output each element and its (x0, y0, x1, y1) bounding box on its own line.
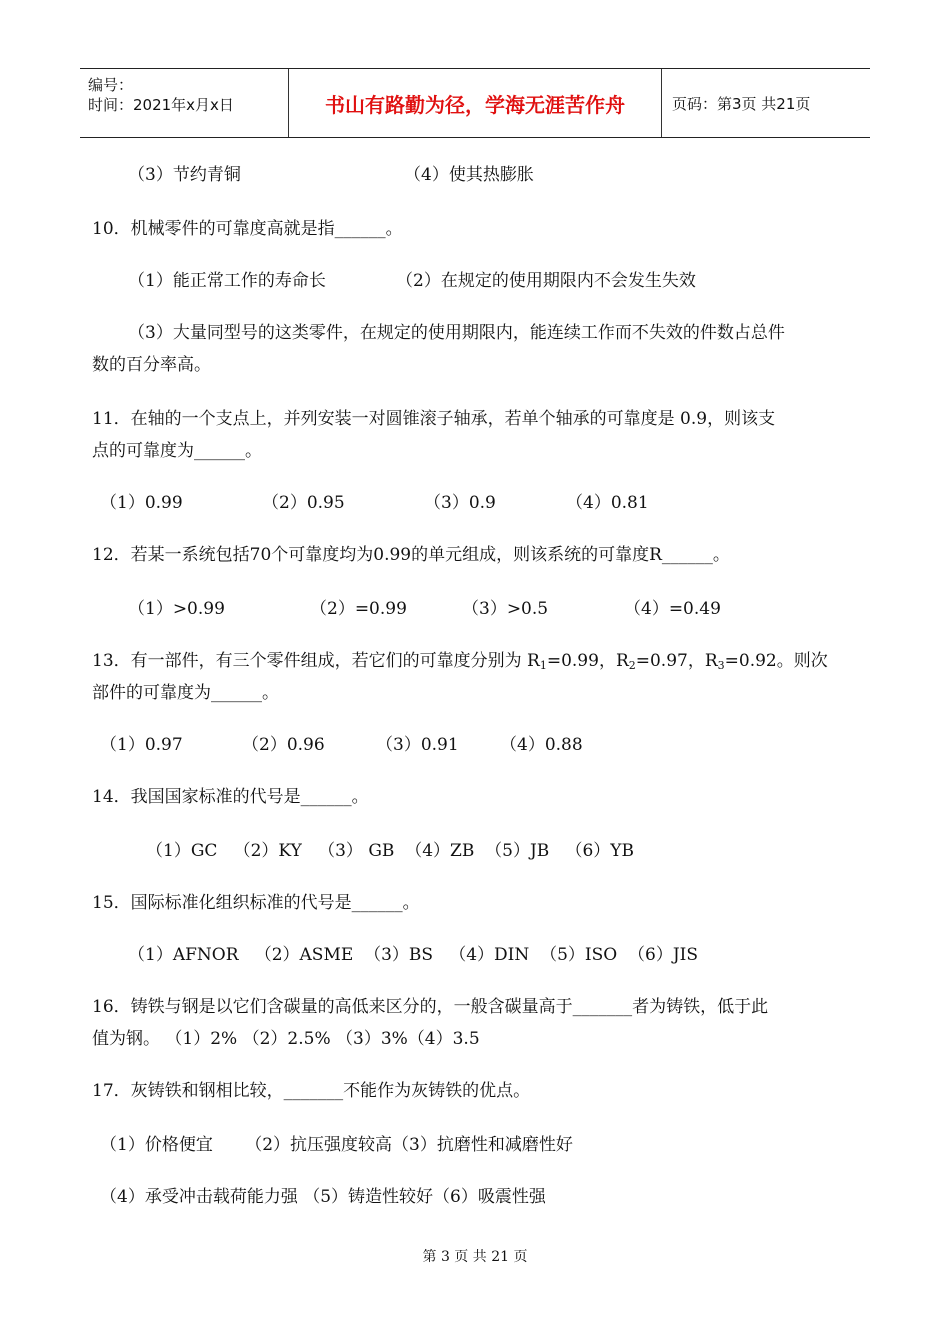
option-line: （3）大量同型号的这类零件，在规定的使用期限内，能连续工作而不失效的件数占总件 (128, 323, 785, 343)
option: （3）0.91 (376, 735, 459, 755)
number-label: 编号： (88, 76, 134, 94)
option: （4）0.81 (566, 493, 649, 513)
option: （4）=0.49 (624, 599, 721, 619)
header-meta (80, 69, 289, 137)
option-line: （4）承受冲击载荷能力强 （5）铸造性较好（6）吸震性强 (100, 1187, 546, 1207)
header-page-number: 页码：第3页 共21页 (672, 94, 811, 113)
option: （2）0.96 (242, 735, 325, 755)
question-15: 15．国际标准化组织标准的代号是______。 (92, 893, 420, 913)
question-13 (92, 646, 828, 672)
question-11-cont: 点的可靠度为______。 (92, 441, 262, 461)
subscript: 3 (717, 659, 725, 672)
page-header (80, 68, 870, 138)
option-line: （1）能正常工作的寿命长 (128, 271, 326, 291)
option: （3）0.9 (424, 493, 496, 513)
option: （2）=0.99 (310, 599, 407, 619)
option: （3）>0.5 (462, 599, 549, 619)
question-12: 12．若某一系统包括70个可靠度均为0.99的单元组成，则该系统的可靠度R______。 (92, 545, 730, 565)
question-17: 17．灰铸铁和钢相比较，_______不能作为灰铸铁的优点。 (92, 1081, 531, 1101)
header-motto: 书山有路勤为径，学海无涯苦作舟 (289, 69, 662, 137)
question-11: 11．在轴的一个支点上，并列安装一对圆锥滚子轴承，若单个轴承的可靠度是 0.9，则该支 (92, 409, 776, 429)
q13-text: =0.92。则次 (724, 651, 828, 671)
q13-text: =0.97，R (635, 651, 718, 671)
subscript: 1 (539, 659, 547, 672)
option: （4）0.88 (500, 735, 583, 755)
option: （1）0.97 (100, 735, 183, 755)
q13-text: 13．有一部件，有三个零件组成，若它们的可靠度分别为 R (92, 651, 540, 671)
time-label: 时间：2021年x月x日 (88, 96, 234, 114)
option-line: （2）在规定的使用期限内不会发生失效 (396, 271, 696, 291)
option-line: （3）节约青铜 (128, 165, 241, 185)
question-13-cont: 部件的可靠度为______。 (92, 683, 279, 703)
option-line: （1）GC （2）KY （3） GB （4）ZB （5）JB （6）YB (146, 841, 635, 861)
option-line: （4）使其热膨胀 (404, 165, 534, 185)
subscript: 2 (628, 659, 636, 672)
option: （1）0.99 (100, 493, 183, 513)
option-line: （1）价格便宜 （2）抗压强度较高（3）抗磨性和减磨性好 (100, 1135, 573, 1155)
question-14: 14．我国国家标准的代号是______。 (92, 787, 369, 807)
q13-text: =0.99，R (546, 651, 629, 671)
question-10: 10．机械零件的可靠度高就是指______。 (92, 219, 403, 239)
option: （2）0.95 (262, 493, 345, 513)
question-16-cont: 值为钢。 （1）2% （2）2.5% （3）3%（4）3.5 (92, 1029, 480, 1049)
option-line: 数的百分率高。 (92, 355, 211, 375)
option: （1）>0.99 (128, 599, 225, 619)
question-16: 16．铸铁与钢是以它们含碳量的高低来区分的，一般含碳量高于_______者为铸铁，低于此 (92, 997, 769, 1017)
page-footer: 第 3 页 共 21 页 (422, 1249, 528, 1265)
option-line: （1）AFNOR （2）ASME （3）BS （4）DIN （5）ISO （6）JIS (128, 945, 698, 965)
